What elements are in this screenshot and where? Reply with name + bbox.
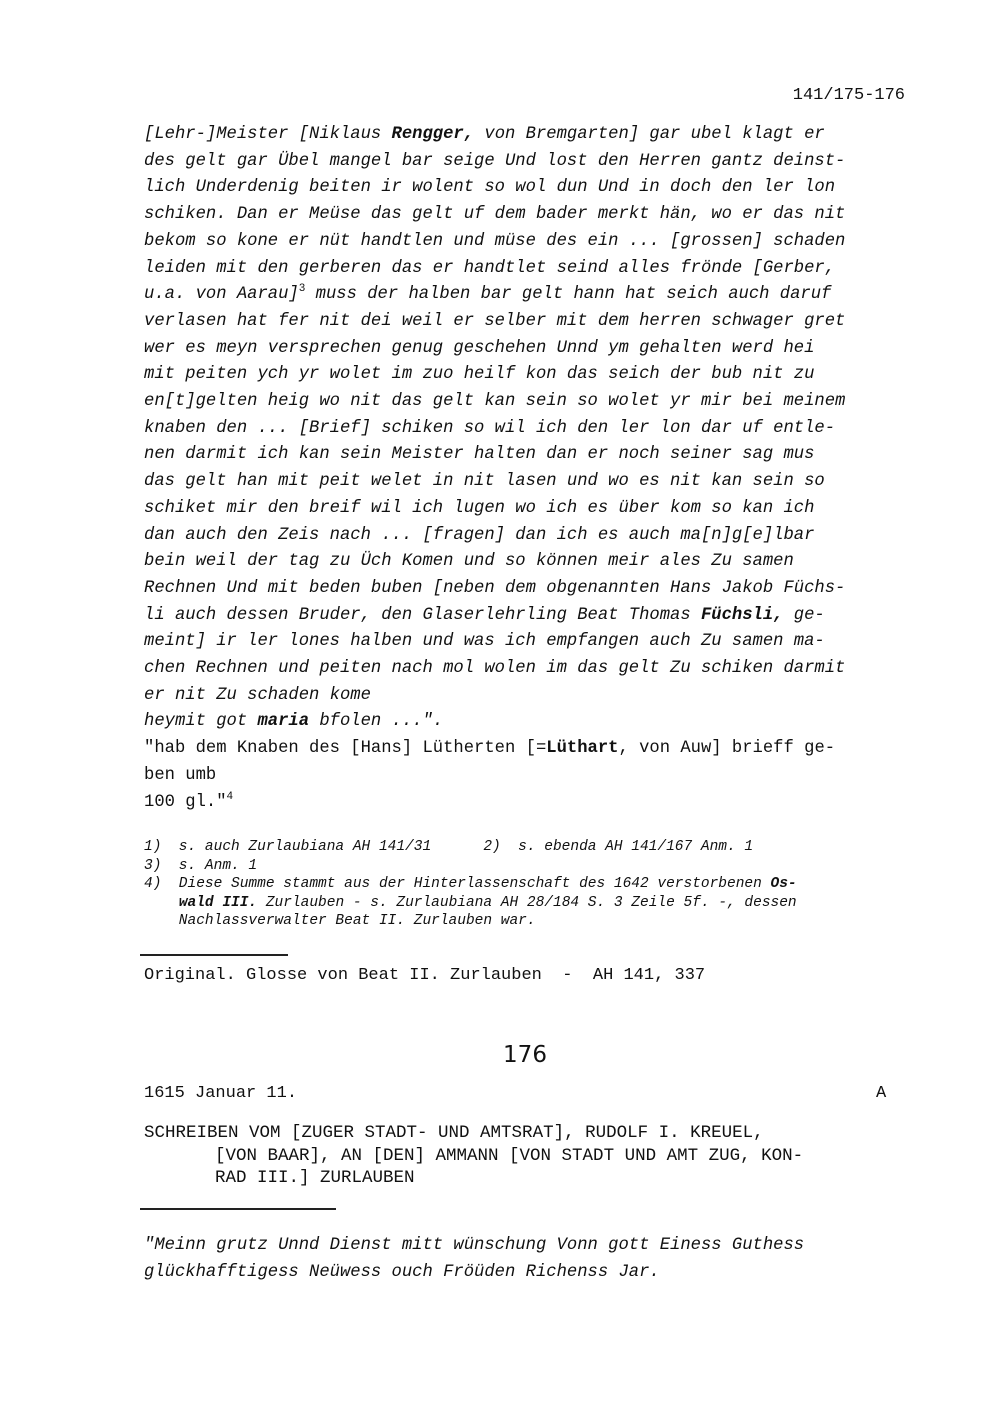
text-run: bfolen ...". [309, 712, 444, 732]
title-line: [VON BAAR], AN [DEN] AMMANN [VON STADT UND AMT ZUG, KON- [215, 1145, 804, 1166]
letter-line [144, 389, 904, 416]
section-divider [140, 954, 288, 956]
text-run: mit peiten ych yr wolet im zuo heilf kon das seich der bub nit zu [144, 365, 815, 385]
text-run: muss der halben bar gelt hann hat seich auch daruf [305, 285, 832, 305]
footnote-marker: 4 [226, 790, 234, 803]
letter-line [144, 549, 904, 576]
text-run: Nachlassverwalter Beat II. Zurlauben war. [144, 913, 536, 929]
text-run: en[t]gelten heig wo nit das gelt kan sein so wolet yr mir bei meinem [144, 392, 846, 412]
text-run: 3) s. Anm. 1 [144, 857, 258, 874]
text-run: lich Underdenig beiten ir wolent so wol dun Und in doch den ler lon [144, 178, 836, 198]
title-divider [140, 1208, 336, 1210]
text-run: schiket mir den breif wil ich lugen wo ich es über kom so kan ich [144, 498, 815, 518]
emphasized-name: wald III. [178, 894, 258, 911]
text-run: von Bremgarten] gar ubel klagt er [474, 125, 825, 144]
letter-opening [144, 1233, 804, 1286]
letter-line [144, 469, 904, 496]
text-run: 4) Diese Summe stammt aus der Hinterlassenschaft des 1642 verstorbenen [144, 876, 771, 892]
letter-line [144, 336, 904, 363]
document-number: 176 [503, 1042, 547, 1068]
text-run [144, 895, 179, 911]
document-date: 1615 Januar 11. [144, 1084, 298, 1103]
text-run: , von Auw] brieff ge- [618, 739, 836, 759]
letter-line [144, 149, 904, 176]
text-run: knaben den ... [Brief] schiken so wil ich den ler lon dar uf entle- [144, 418, 836, 438]
text-run: dan auch den Zeis nach ... [fragen] dan ich es auch ma[n]g[e]lbar [144, 525, 815, 545]
letter-line [144, 790, 904, 817]
text-run: des gelt gar Übel mangel bar seige Und lost den Herren gantz deinst- [144, 151, 846, 171]
letter-line [144, 309, 904, 336]
emphasized-name: Rengger, [391, 125, 475, 144]
text-run: "hab dem Knaben des [Hans] Lütherten [= [144, 739, 547, 759]
text-run: u.a. von Aarau] [144, 285, 299, 305]
page-number: 141/175-176 [792, 86, 905, 105]
original-note: Original. Glosse von Beat II. Zurlauben - AH 141, 337 [144, 966, 706, 985]
letter-line [144, 523, 904, 550]
letter-line [144, 709, 904, 736]
opening-line: glückhafftigess Neüwess ouch Fröüden Richenss Jar. [144, 1262, 660, 1282]
letter-line [144, 629, 904, 656]
letter-text [144, 122, 904, 816]
footnote-line [144, 857, 904, 876]
text-run: 1) s. auch Zurlaubiana AH 141/31 2) s. ebenda AH 141/167 Anm. 1 [144, 839, 754, 855]
text-run: bein weil der tag zu Üch Komen und so können meir ales Zu samen [144, 552, 794, 572]
emphasized-name: maria [257, 712, 310, 732]
text-run: li auch dessen Bruder, den Glaserlehrling Beat Thomas [144, 605, 701, 625]
text-run: bekom so kone er nüt handtlen und müse des ein ... [grossen] schaden [144, 231, 846, 251]
document-title [144, 1122, 803, 1190]
letter-line [144, 496, 904, 523]
letter-line [144, 442, 904, 469]
emphasized-name: Os- [770, 876, 797, 892]
letter-line [144, 416, 904, 443]
letter-line [144, 175, 904, 202]
letter-line [144, 683, 904, 710]
letter-line [144, 576, 904, 603]
text-run: chen Rechnen und peiten nach mol wolen im das gelt Zu schiken darmit [144, 659, 846, 679]
text-run: wer es meyn versprechen genug geschehen Unnd ym gehalten werd hei [144, 338, 815, 358]
text-run: verlasen hat fer nit dei weil er selber mit dem herren schwager gret [144, 311, 846, 331]
text-run: Zurlauben - s. Zurlaubiana AH 28/184 S. 3 Zeile 5f. -, dessen [257, 894, 797, 911]
letter-line [144, 256, 904, 283]
text-run: Rechnen Und mit beden buben [neben dem obgenannten Hans Jakob Füchs- [144, 578, 846, 598]
text-run: 100 gl." [144, 792, 227, 812]
text-run: er nit Zu schaden kome [144, 685, 371, 705]
text-run: meint] ir ler lones halben und was ich empfangen auch Zu samen ma- [144, 632, 825, 652]
text-run: ben umb [144, 765, 217, 785]
footnote-line [144, 894, 904, 913]
footnote-line [144, 838, 904, 857]
letter-line [144, 763, 904, 790]
letter-line [144, 736, 904, 763]
text-run: heymit got [144, 712, 258, 732]
text-run: leiden mit den gerberen das er handtlet seind alles frönde [Gerber, [144, 258, 836, 278]
opening-line: "Meinn grutz Unnd Dienst mitt wünschung Vonn gott Einess Guthess [144, 1236, 805, 1255]
letter-line [144, 656, 904, 683]
letter-line [144, 229, 904, 256]
text-run: das gelt han mit peit welet in nit lasen und wo es nit kan sein so [144, 472, 825, 492]
footnote-line [144, 912, 904, 931]
letter-line [144, 362, 904, 389]
footnotes [144, 838, 904, 931]
title-line: SCHREIBEN VOM [ZUGER STADT- UND AMTSRAT], RUDOLF I. KREUEL, [144, 1123, 764, 1143]
letter-line [144, 202, 904, 229]
letter-line [144, 282, 904, 309]
text-run: nen darmit ich kan sein Meister halten dan er noch seiner sag mus [144, 445, 815, 465]
document-type: A [876, 1084, 887, 1103]
text-run: schiken. Dan er Meüse das gelt uf dem bader merkt hän, wo er das nit [144, 205, 846, 225]
text-run: ge- [783, 605, 825, 625]
footnote-marker: 3 [298, 283, 306, 296]
emphasized-name: Füchsli, [700, 605, 784, 625]
title-line: RAD III.] ZURLAUBEN [215, 1168, 415, 1188]
emphasized-name: Lüthart [546, 739, 619, 759]
letter-line [144, 603, 904, 630]
letter-line [144, 122, 904, 149]
text-run: [Lehr-]Meister [Niklaus [144, 125, 392, 144]
footnote-line [144, 875, 904, 894]
